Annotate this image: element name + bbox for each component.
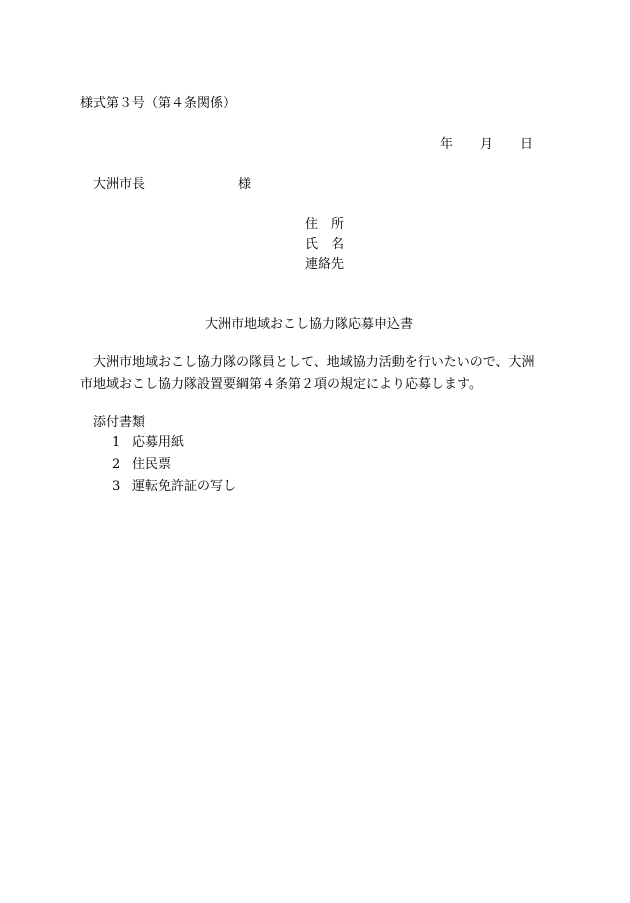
applicant-name-label: 氏 名 [305, 237, 345, 252]
list-item [112, 479, 236, 501]
body-line-2: 市地域おこし協力隊設置要綱第４条第２項の規定により応募します。 [80, 377, 482, 392]
attachment-number: 2 [112, 457, 121, 472]
body-line-1: 大洲市地域おこし協力隊の隊員として、地域協力活動を行いたいので、大洲 [80, 355, 535, 370]
applicant-contact-label: 連絡先 [305, 257, 345, 272]
attachment-label: 応募用紙 [132, 435, 185, 450]
date-line [440, 137, 533, 153]
attachments-heading: 添付書類 [93, 415, 146, 430]
addressee-honorific: 様 [238, 177, 252, 192]
attachment-label: 住民票 [132, 457, 172, 472]
attachment-number: 1 [112, 435, 121, 450]
date-year: 年 [440, 137, 454, 152]
addressee-name: 大洲市長 [93, 177, 146, 192]
attachment-number: 3 [112, 479, 121, 494]
list-item [112, 435, 236, 457]
document-title: 大洲市地域おこし協力隊応募申込書 [205, 317, 414, 332]
list-item [112, 457, 236, 479]
applicant-address-label: 住 所 [305, 217, 345, 232]
attachment-label: 運転免許証の写し [132, 479, 237, 494]
form-number: 様式第３号（第４条関係） [80, 96, 237, 111]
attachments-list [112, 435, 236, 501]
date-month: 月 [480, 137, 494, 152]
date-day: 日 [520, 137, 534, 152]
